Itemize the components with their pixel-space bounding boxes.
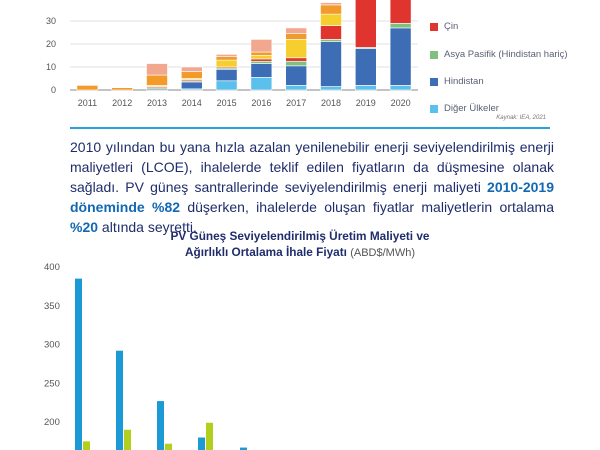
top-bar-segment [251,61,272,63]
bottom-title-line1: PV Güneş Seviyelendirilmiş Üretim Maliyeti ve [170,229,430,243]
bottom-bar [124,430,131,450]
top-y-tick-label: 10 [45,62,56,72]
top-bar-segment [355,0,376,47]
top-bar-segment [112,88,133,90]
bottom-bar [165,444,172,450]
top-bar-segment [251,39,272,52]
divider-line [70,127,550,129]
top-bar-segment [321,42,342,87]
top-x-tick-label: 2020 [390,98,411,108]
bottom-bar [116,351,123,450]
bottom-bar [206,423,213,450]
top-bar-segment [181,72,202,79]
legend-swatch [430,105,438,113]
bottom-chart-title [0,228,600,261]
top-y-tick-label: 0 [50,85,56,95]
top-bar-segment [181,82,202,89]
bottom-bar [83,441,90,450]
top-x-tick-label: 2015 [216,98,237,108]
top-bar-segment [321,87,342,90]
bottom-y-tick-label: 400 [44,262,60,273]
paragraph-bold-1: 2010-2019 döneminde %82 [70,179,554,215]
bottom-y-tick-label: 350 [44,300,60,312]
bottom-title-line2: Ağırlıklı Ortalama İhale Fiyatı [185,245,347,259]
bottom-y-tick-label: 300 [44,339,60,351]
top-bar-segment [390,0,411,23]
top-bar-segment [251,52,272,55]
top-x-tick-label: 2011 [77,98,98,108]
top-bar-segment [216,54,237,56]
bottom-bar [157,401,164,450]
top-bar-segment [216,81,237,90]
legend-label: Hindistan [444,76,484,87]
top-bar-segment [286,85,307,90]
summary-paragraph [70,137,554,237]
bottom-title-unit: (ABD$/MWh) [350,247,415,259]
bottom-bar [198,438,205,450]
bottom-title-line2-wrap [0,244,600,261]
top-bar-segment [147,75,168,85]
legend-swatch [430,23,438,31]
top-stacked-bar-chart [0,0,600,125]
top-bar-segment [251,77,272,90]
legend-label: Çin [444,21,459,32]
paragraph-bold-2: %20 [70,219,99,235]
top-bar-segment [216,57,237,60]
top-bar-segment [355,49,376,86]
paragraph-text-2: düşerken, ihalelerde oluşan fiyatlar maliyetlerin ortalama [180,199,554,215]
bottom-y-tick-label: 250 [44,378,60,390]
top-x-tick-label: 2014 [181,98,202,108]
top-bar-segment [321,3,342,5]
top-bar-segment [286,61,307,66]
top-bar-segment [390,23,411,28]
top-x-tick-label: 2016 [251,98,272,108]
top-bar-segment [77,85,98,90]
bottom-bar [75,279,82,450]
top-bar-segment [355,85,376,90]
top-bar-segment [390,28,411,86]
top-bar-segment [321,5,342,14]
top-y-tick-label: 30 [45,16,56,26]
legend-label: Asya Pasifik (Hindistan hariç) [444,49,568,60]
top-bar-segment [216,60,237,67]
bottom-y-tick-label: 200 [44,417,60,428]
legend-swatch [430,78,438,86]
top-x-tick-label: 2012 [112,98,133,108]
top-bar-segment [390,85,411,90]
paragraph-text-3: altında seyretti. [98,219,197,235]
source-note: Kaynak: IEA, 2021 [496,115,546,121]
top-bar-segment [286,39,307,57]
top-bar-segment [286,28,307,34]
top-bar-segment [286,58,307,61]
top-y-tick-label: 20 [45,39,56,49]
top-x-tick-label: 2019 [355,98,376,108]
top-bar-segment [286,34,307,40]
top-bar-segment [147,64,168,76]
top-bar-segment [251,56,272,59]
top-x-tick-label: 2017 [286,98,307,108]
top-bar-segment [321,39,342,41]
paragraph-text-1: 2010 yılından bu yana hızla azalan yenilenebilir enerji seviyelendirilmiş enerji maliyetleri (LCOE), ihalelerde teklif edilen fiyatların da düşmesine olanak sağladı. PV güneş santrallerinde seviyelendirilmiş enerji maliyeti [70,139,554,195]
legend-label: Diğer Ülkeler [444,103,499,114]
top-bar-segment [321,14,342,26]
top-x-tick-label: 2018 [320,98,342,108]
top-bar-segment [251,64,272,78]
legend-swatch [430,51,438,59]
top-bar-segment [216,69,237,81]
top-bar-segment [181,67,202,72]
top-x-tick-label: 2013 [146,98,168,108]
top-bar-segment [321,26,342,40]
top-bar-segment [286,66,307,86]
top-bar-segment [251,59,272,61]
